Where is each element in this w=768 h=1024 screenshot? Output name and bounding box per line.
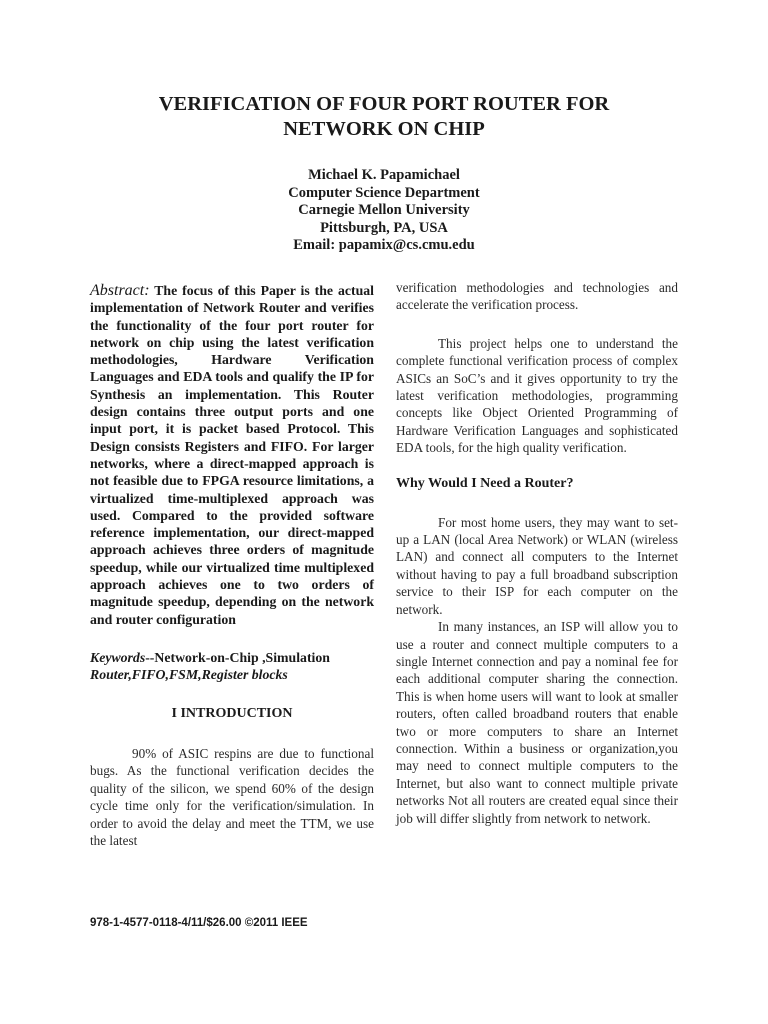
left-column [90, 282, 374, 849]
keywords-part-2: Router,FIFO,FSM,Register blocks [90, 667, 288, 683]
router-paragraph-1: For most home users, they may want to set-up a LAN (local Area Network) or WLAN (wireless LAN) and connect all computers to the Internet without having to pay a full broadband subscription service to their ISP for each computer on the network. [396, 514, 678, 617]
abstract-text: The focus of this Paper is the actual implementation of Network Router and verifies the functionality of the four port router for network on chip using the latest verification methodologies, Hardware Verification Languages and EDA tools and qualify the IP for Synthesis an implementation. This Router design contains three output ports and one input port, it is packet based Protocol. This Design consists Registers and FIFO. For larger networks, where a direct-mapped approach is not feasible due to FPGA resource limitations, a virtualized time-multiplexed approach was used. Compared to the provided software reference implementation, our direct-mapped approach achieves three orders of magnitude speedup, while our virtualized time multiplexed approach achieves one to two orders of magnitude speedup, depending on the network and router configuration [90, 283, 374, 627]
author-university: Carnegie Mellon University [298, 202, 470, 218]
paper-title-line-1: VERIFICATION OF FOUR PORT ROUTER FOR [158, 93, 610, 115]
paper-title-line-2: NETWORK ON CHIP [283, 118, 485, 140]
author-location: Pittsburgh, PA, USA [320, 219, 448, 236]
abstract [90, 282, 374, 628]
keywords-label: Keywords [90, 649, 146, 665]
keywords [90, 649, 374, 684]
introduction-paragraph-1-continued: verification methodologies and technologies and accelerate the verification process. [396, 280, 678, 313]
right-column [396, 279, 678, 827]
author-email: Email: papamix@cs.cmu.edu [293, 237, 475, 253]
author-department: Computer Science Department [288, 184, 480, 201]
author-name: Michael K. Papamichael [308, 167, 460, 183]
introduction-paragraph-2: This project helps one to understand the complete functional verification process of complex ASICs an SoC’s and it gives opportunity to try the latest verification methodologies, programming concepts like Object Oriented Programming of Hardware Verification Languages and sophisticated EDA tools, for the high quality verification. [396, 335, 678, 456]
introduction-paragraph-1: 90% of ASIC respins are due to functional bugs. As the functional verification decides the quality of the silicon, we spend 60% of the design cycle time only for the verification/simulation. In order to avoid the delay and meet the TTM, we use the latest [90, 745, 374, 848]
abstract-label: Abstract: [90, 282, 150, 299]
router-paragraph-2: In many instances, an ISP will allow you to use a router and connect multiple computers to a single Internet connection and pay a nominal fee for each additional computer sharing the connection. This is when home users will want to look at smaller routers, often called broadband routers that enable two or more computers to share an Internet connection. Within a business or organization,you may need to connect multiple computers to the Internet, but also want to connect multiple private networks Not all routers are created equal since their job will differ slightly from network to network. [396, 619, 678, 826]
introduction-heading: I INTRODUCTION [171, 705, 293, 721]
copyright-footer: 978-1-4577-0118-4/11/$26.00 ©2011 IEEE [90, 917, 308, 929]
router-section-heading: Why Would I Need a Router? [396, 475, 574, 491]
keywords-part-1: --Network-on-Chip ,Simulation [145, 649, 330, 665]
paper-title [60, 92, 708, 142]
author-block [60, 167, 708, 255]
